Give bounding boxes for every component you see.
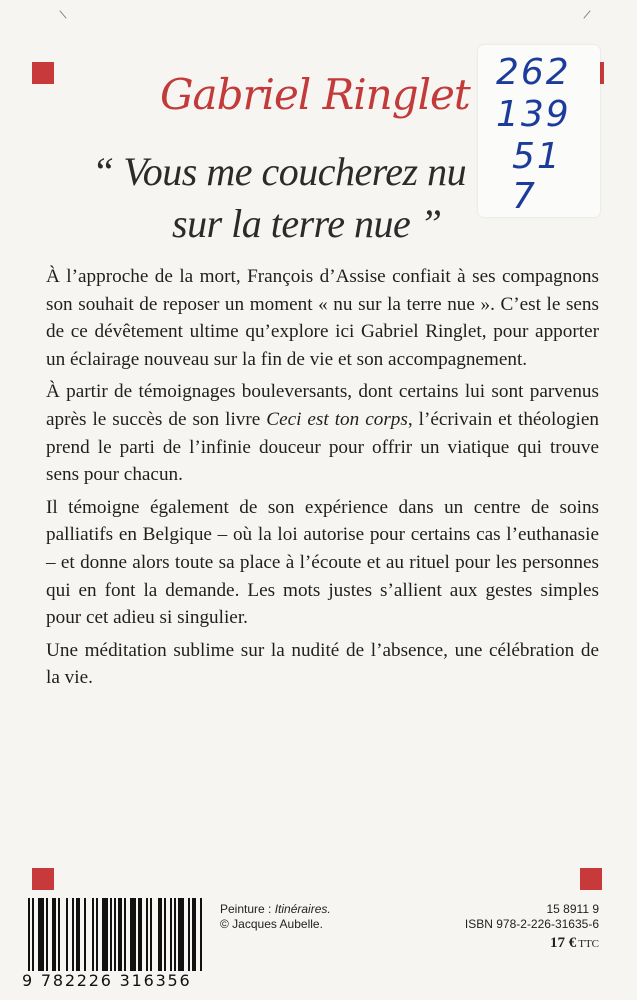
barcode-bar bbox=[66, 898, 68, 972]
internal-code: 15 8911 9 bbox=[546, 902, 599, 916]
handwritten-number-2: 139 bbox=[496, 94, 571, 135]
credit-artist: © Jacques Aubelle. bbox=[220, 917, 323, 931]
isbn-number: ISBN 978-2-226-31635-6 bbox=[464, 917, 599, 931]
barcode-digits: 9 782226 316356 bbox=[22, 971, 208, 993]
barcode-bar bbox=[72, 898, 74, 972]
barcode-bar bbox=[192, 898, 196, 972]
credit-work: Itinéraires. bbox=[274, 902, 331, 916]
publication-info bbox=[465, 902, 599, 952]
paragraph-1: À l’approche de la mort, François d’Assise confiait à ses compagnons son souhait de reposer un moment « nu sur la terre nue ». C’est le sens de ce dévêtement ultime qu’explore ici Gabriel Ringlet, pour apporter un éclairage nouveau sur la fin de vie et son accompagnement. bbox=[46, 266, 599, 370]
barcode-bar bbox=[138, 898, 142, 972]
barcode-bar bbox=[76, 898, 80, 972]
barcode-bar bbox=[58, 898, 60, 972]
paragraph-4: Une méditation sublime sur la nudité de l’absence, une célébration de la vie. bbox=[46, 639, 599, 689]
isbn-barcode bbox=[22, 898, 208, 998]
credit-label: Peinture : bbox=[220, 902, 275, 916]
price-row bbox=[465, 936, 599, 952]
barcode-bar bbox=[170, 898, 172, 972]
handwritten-number-3: 51 bbox=[512, 136, 562, 177]
barcode-bar bbox=[164, 898, 166, 972]
barcode-bar bbox=[52, 898, 56, 972]
paragraph-2: À partir de témoignages bouleversants, dont certains lui sont parvenus après le succès de son livre Ceci est ton corps, l’écrivain et théologien prend le parti de l’infinie douceur pour offrir un viatique qui trouve sens pour chacun. bbox=[46, 381, 599, 486]
barcode-bar bbox=[158, 898, 162, 972]
back-cover-blurb bbox=[46, 263, 599, 697]
barcode-bar bbox=[124, 898, 126, 972]
red-square-bottom-left bbox=[32, 868, 54, 890]
barcode-bar bbox=[32, 898, 34, 980]
barcode-bar bbox=[178, 898, 184, 972]
price: 17 € bbox=[549, 935, 577, 951]
book-title-line-1: “ Vous me coucherez nu bbox=[92, 149, 467, 194]
barcode-bar bbox=[96, 898, 98, 972]
barcode-bar bbox=[38, 898, 44, 972]
barcode-bar bbox=[110, 898, 112, 972]
barcode-bar bbox=[118, 898, 122, 972]
corner-mark-tl bbox=[59, 10, 66, 18]
author-name: Gabriel Ringlet bbox=[160, 70, 470, 119]
corner-mark-tr bbox=[583, 10, 590, 18]
barcode-bar bbox=[92, 898, 94, 972]
book-reference: Ceci est ton corps bbox=[266, 408, 408, 430]
red-square-bottom-right bbox=[580, 868, 602, 890]
red-square-top-left bbox=[32, 62, 54, 84]
cover-credit bbox=[220, 902, 331, 932]
handwritten-number-4: 7 bbox=[512, 176, 537, 217]
library-sticker bbox=[478, 45, 600, 217]
barcode-bar bbox=[114, 898, 116, 972]
barcode-bar bbox=[84, 898, 86, 972]
barcode-bar bbox=[174, 898, 176, 972]
barcode-bar bbox=[130, 898, 136, 972]
paragraph-3: Il témoigne également de son expérience dans un centre de soins palliatifs en Belgique – où la loi autorise pour certains cas l’euthanasie – et donne alors toute sa place à l’écoute et au rituel pour les personnes qui en font la demande. Les mots justes s’allient aux gestes simples pour cet adieu si singulier. bbox=[46, 496, 599, 629]
barcode-bar bbox=[102, 898, 108, 972]
barcode-bar bbox=[146, 898, 148, 972]
barcode-bar bbox=[46, 898, 48, 972]
barcode-bar bbox=[150, 898, 152, 972]
price-ttc: TTC bbox=[578, 938, 599, 950]
book-title-line-2: sur la terre nue ” bbox=[172, 201, 442, 246]
barcode-bar bbox=[188, 898, 190, 972]
handwritten-number-1: 262 bbox=[496, 52, 571, 93]
barcode-bar bbox=[200, 898, 202, 972]
barcode-bar bbox=[28, 898, 30, 980]
